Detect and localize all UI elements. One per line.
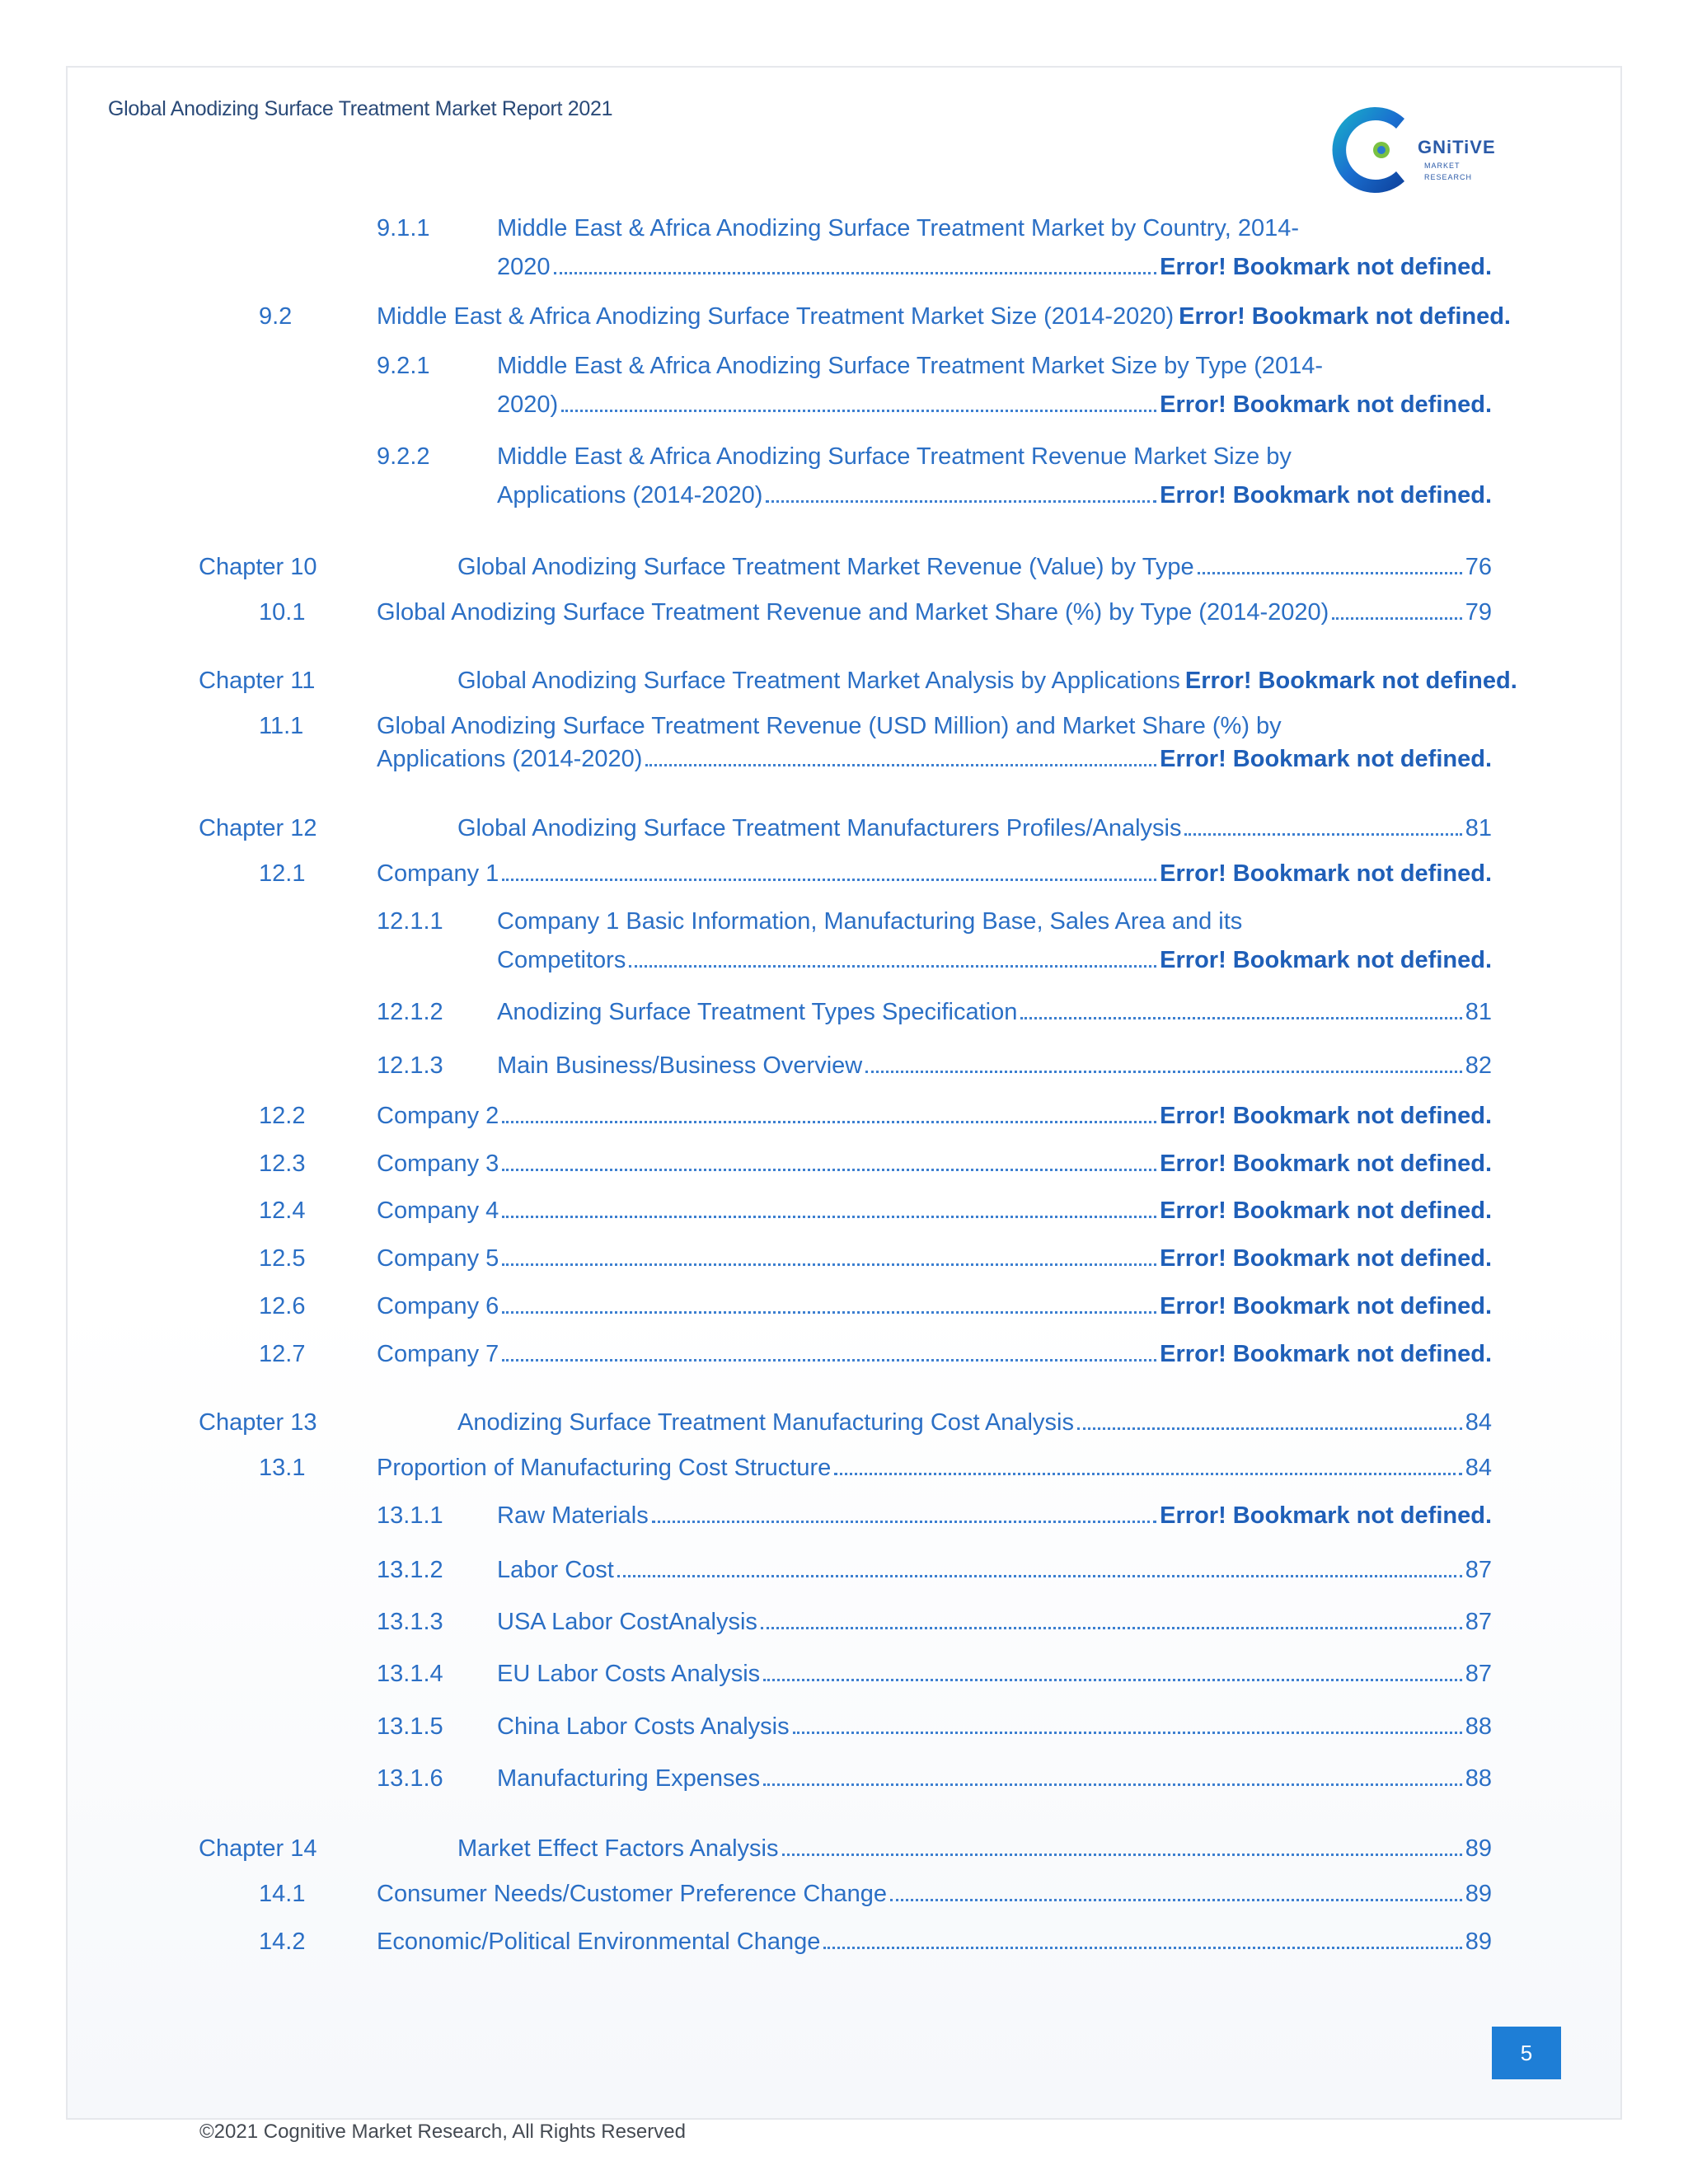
- toc-entry-number: 12.1.3: [377, 1052, 443, 1079]
- toc-entry-number: 9.1.1: [377, 215, 430, 241]
- toc-entry-bookmark-error: Error! Bookmark not defined.: [1160, 1245, 1492, 1272]
- toc-entry-title: Company 4: [377, 1197, 499, 1224]
- toc-entry-bookmark-error: Error! Bookmark not defined.: [1160, 1103, 1492, 1129]
- toc-entry-number: 13.1.6: [377, 1765, 443, 1792]
- toc-entry-page-number: 89: [1465, 1929, 1492, 1955]
- toc-entry-number: 9.2.2: [377, 443, 430, 470]
- toc-dot-leader: [761, 1601, 1462, 1629]
- toc-entry-title: Middle East & Africa Anodizing Surface Treatment Revenue Market Size by: [497, 443, 1292, 470]
- toc-entry-title: Global Anodizing Surface Treatment Revenue and Market Share (%) by Type (2014-2020): [377, 599, 1329, 626]
- toc-entry-page-number: 89: [1465, 1835, 1492, 1862]
- toc-dot-leader: [502, 1095, 1156, 1123]
- logo-sub-research: RESEARCH: [1424, 173, 1473, 181]
- toc-entry-page-number: 87: [1465, 1661, 1492, 1687]
- toc-entry-number: Chapter 11: [199, 668, 316, 694]
- toc-entry-title: Proportion of Manufacturing Cost Structure: [377, 1455, 832, 1481]
- toc-entry-page-number: 87: [1465, 1557, 1492, 1583]
- toc-dot-leader: [890, 1873, 1462, 1901]
- toc-entry-bookmark-error: Error! Bookmark not defined.: [1160, 947, 1492, 973]
- toc-entry-number: 13.1.5: [377, 1713, 443, 1740]
- toc-entry-number: 13.1.4: [377, 1661, 443, 1687]
- toc-entry-bookmark-error: Error! Bookmark not defined.: [1160, 860, 1492, 887]
- toc-dot-leader: [763, 1653, 1462, 1681]
- toc-entry-number: 12.6: [259, 1293, 306, 1319]
- toc-entry-bookmark-error: Error! Bookmark not defined.: [1160, 254, 1492, 280]
- toc-dot-leader: [629, 940, 1156, 968]
- toc-entry-page-number: 89: [1465, 1881, 1492, 1907]
- toc-entry-bookmark-error: Error! Bookmark not defined.: [1160, 1293, 1492, 1319]
- toc-entry-page-number: 88: [1465, 1765, 1492, 1792]
- toc-dot-leader: [793, 1706, 1462, 1734]
- toc-entry-title: Company 3: [377, 1151, 499, 1177]
- toc-entry-bookmark-error: Error! Bookmark not defined.: [1160, 1341, 1492, 1367]
- toc-entry-page-number: 88: [1465, 1713, 1492, 1740]
- toc-entry-title: Consumer Needs/Customer Preference Change: [377, 1881, 887, 1907]
- toc-entry-page-number: 81: [1465, 815, 1492, 841]
- toc-dot-leader: [502, 1238, 1156, 1266]
- toc-entry-bookmark-error: Error! Bookmark not defined.: [1179, 303, 1511, 330]
- toc-entry-number: 12.1.2: [377, 999, 443, 1025]
- toc-entry-title: Company 1: [377, 860, 499, 887]
- toc-entry-number: 13.1.3: [377, 1609, 443, 1635]
- toc-entry-title: Company 5: [377, 1245, 499, 1272]
- toc-entry-page-number: 87: [1465, 1609, 1492, 1635]
- footer-copyright: ©2021 Cognitive Market Research, All Rights Reserved: [199, 2121, 686, 2143]
- toc-entry-title: Manufacturing Expenses: [497, 1765, 761, 1792]
- toc-entry-title: China Labor Costs Analysis: [497, 1713, 790, 1740]
- toc-entry-number: 12.3: [259, 1151, 306, 1177]
- toc-dot-leader: [502, 1190, 1156, 1218]
- toc-entry-number: Chapter 12: [199, 815, 317, 841]
- toc-entry-bookmark-error: Error! Bookmark not defined.: [1160, 746, 1492, 772]
- toc-entry-number: 14.1: [259, 1881, 306, 1907]
- toc-entry-title: Company 6: [377, 1293, 499, 1319]
- toc-dot-leader: [823, 1921, 1461, 1949]
- toc-entry-title: Company 7: [377, 1341, 499, 1367]
- toc-dot-leader: [1198, 546, 1462, 574]
- toc-entry-number: Chapter 10: [199, 554, 317, 580]
- toc-dot-leader: [561, 384, 1156, 412]
- toc-entry-title: Company 2: [377, 1103, 499, 1129]
- toc-entry-title: Anodizing Surface Treatment Types Specification: [497, 999, 1018, 1025]
- toc-entry-title: Raw Materials: [497, 1502, 649, 1529]
- report-header-title: Global Anodizing Surface Treatment Market Report 2021: [108, 97, 613, 120]
- toc-entry-page-number: 76: [1465, 554, 1492, 580]
- toc-entry-bookmark-error: Error! Bookmark not defined.: [1160, 1151, 1492, 1177]
- toc-entry-title: Labor Cost: [497, 1557, 614, 1583]
- toc-entry-title: Applications (2014-2020): [377, 746, 643, 772]
- toc-dot-leader: [645, 738, 1156, 766]
- toc-dot-leader: [1184, 808, 1461, 836]
- toc-entry-page-number: 79: [1465, 599, 1492, 626]
- toc-entry-number: 12.2: [259, 1103, 306, 1129]
- toc-entry-bookmark-error: Error! Bookmark not defined.: [1184, 668, 1517, 694]
- toc-entry-title: Middle East & Africa Anodizing Surface Treatment Market by Country, 2014-: [497, 215, 1300, 241]
- toc-dot-leader: [782, 1828, 1462, 1856]
- toc-entry-title: USA Labor CostAnalysis: [497, 1609, 757, 1635]
- toc-entry-bookmark-error: Error! Bookmark not defined.: [1160, 1502, 1492, 1529]
- toc-entry-number: 13.1.1: [377, 1502, 443, 1529]
- toc-dot-leader: [617, 1549, 1462, 1577]
- logo-sub-market: MARKET: [1424, 162, 1461, 170]
- toc-entry-number: 13.1: [259, 1455, 306, 1481]
- toc-dot-leader: [502, 1143, 1156, 1171]
- toc-dot-leader: [763, 1758, 1462, 1786]
- toc-entry-title: EU Labor Costs Analysis: [497, 1661, 761, 1687]
- toc-dot-leader: [834, 1447, 1461, 1475]
- toc-entry-number: 12.1.1: [377, 908, 443, 935]
- toc-entry-number: 12.1: [259, 860, 306, 887]
- toc-entry-title: Middle East & Africa Anodizing Surface Treatment Market Size (2014-2020): [377, 303, 1175, 330]
- toc-entry-bookmark-error: Error! Bookmark not defined.: [1160, 482, 1492, 509]
- toc-entry-title: Global Anodizing Surface Treatment Manufacturers Profiles/Analysis: [457, 815, 1182, 841]
- toc-dot-leader: [502, 1286, 1156, 1314]
- toc-entry-page-number: 84: [1465, 1455, 1492, 1481]
- toc-entry-title: Market Effect Factors Analysis: [457, 1835, 779, 1862]
- toc-entry-title: Anodizing Surface Treatment Manufacturing Cost Analysis: [457, 1409, 1074, 1436]
- toc-dot-leader: [1332, 592, 1461, 620]
- toc-entry-number: 11.1: [259, 713, 304, 739]
- toc-entry-bookmark-error: Error! Bookmark not defined.: [1160, 391, 1492, 418]
- toc-entry-title: 2020: [497, 254, 551, 280]
- toc-entry-number: 12.7: [259, 1341, 306, 1367]
- toc-entry-page-number: 84: [1465, 1409, 1492, 1436]
- toc-entry-title: Global Anodizing Surface Treatment Revenue (USD Million) and Market Share (%) by: [377, 713, 1282, 739]
- toc-dot-leader: [502, 853, 1156, 881]
- toc-entry-title: 2020): [497, 391, 559, 418]
- toc-dot-leader: [865, 1045, 1462, 1073]
- toc-entry-title: Global Anodizing Surface Treatment Market Revenue (Value) by Type: [457, 554, 1194, 580]
- toc-entry-bookmark-error: Error! Bookmark not defined.: [1160, 1197, 1492, 1224]
- toc-entry-number: 14.2: [259, 1929, 306, 1955]
- toc-entry-title: Applications (2014-2020): [497, 482, 763, 509]
- toc-dot-leader: [652, 1495, 1156, 1523]
- toc-entry-number: Chapter 14: [199, 1835, 317, 1862]
- toc-entry-number: 12.4: [259, 1197, 306, 1224]
- toc-entry-title: Middle East & Africa Anodizing Surface Treatment Market Size by Type (2014-: [497, 353, 1324, 379]
- toc-dot-leader: [1077, 1402, 1462, 1430]
- toc-entry-number: Chapter 13: [199, 1409, 317, 1436]
- page-number: 5: [1492, 2027, 1561, 2079]
- toc-entry-title: Global Anodizing Surface Treatment Market Analysis by Applications: [457, 668, 1180, 694]
- toc-entry-number: 13.1.2: [377, 1557, 443, 1583]
- toc-entry-number: 12.5: [259, 1245, 306, 1272]
- toc-dot-leader: [502, 1333, 1156, 1361]
- toc-entry-number: 9.2.1: [377, 353, 430, 379]
- toc-entry-title: Competitors: [497, 947, 626, 973]
- toc-entry-title: Main Business/Business Overview: [497, 1052, 863, 1079]
- toc-entry-page-number: 82: [1465, 1052, 1492, 1079]
- toc-dot-leader: [766, 475, 1156, 503]
- toc-entry-number: 9.2: [259, 303, 293, 330]
- toc-entry-title: Company 1 Basic Information, Manufacturing Base, Sales Area and its: [497, 908, 1243, 935]
- toc-entry-page-number: 81: [1465, 999, 1492, 1025]
- logo-wordmark: GNiTiVE: [1418, 137, 1496, 157]
- toc-dot-leader: [554, 246, 1157, 274]
- toc-dot-leader: [1020, 991, 1461, 1019]
- toc-entry-number: 10.1: [259, 599, 306, 626]
- toc-entry-title: Economic/Political Environmental Change: [377, 1929, 821, 1955]
